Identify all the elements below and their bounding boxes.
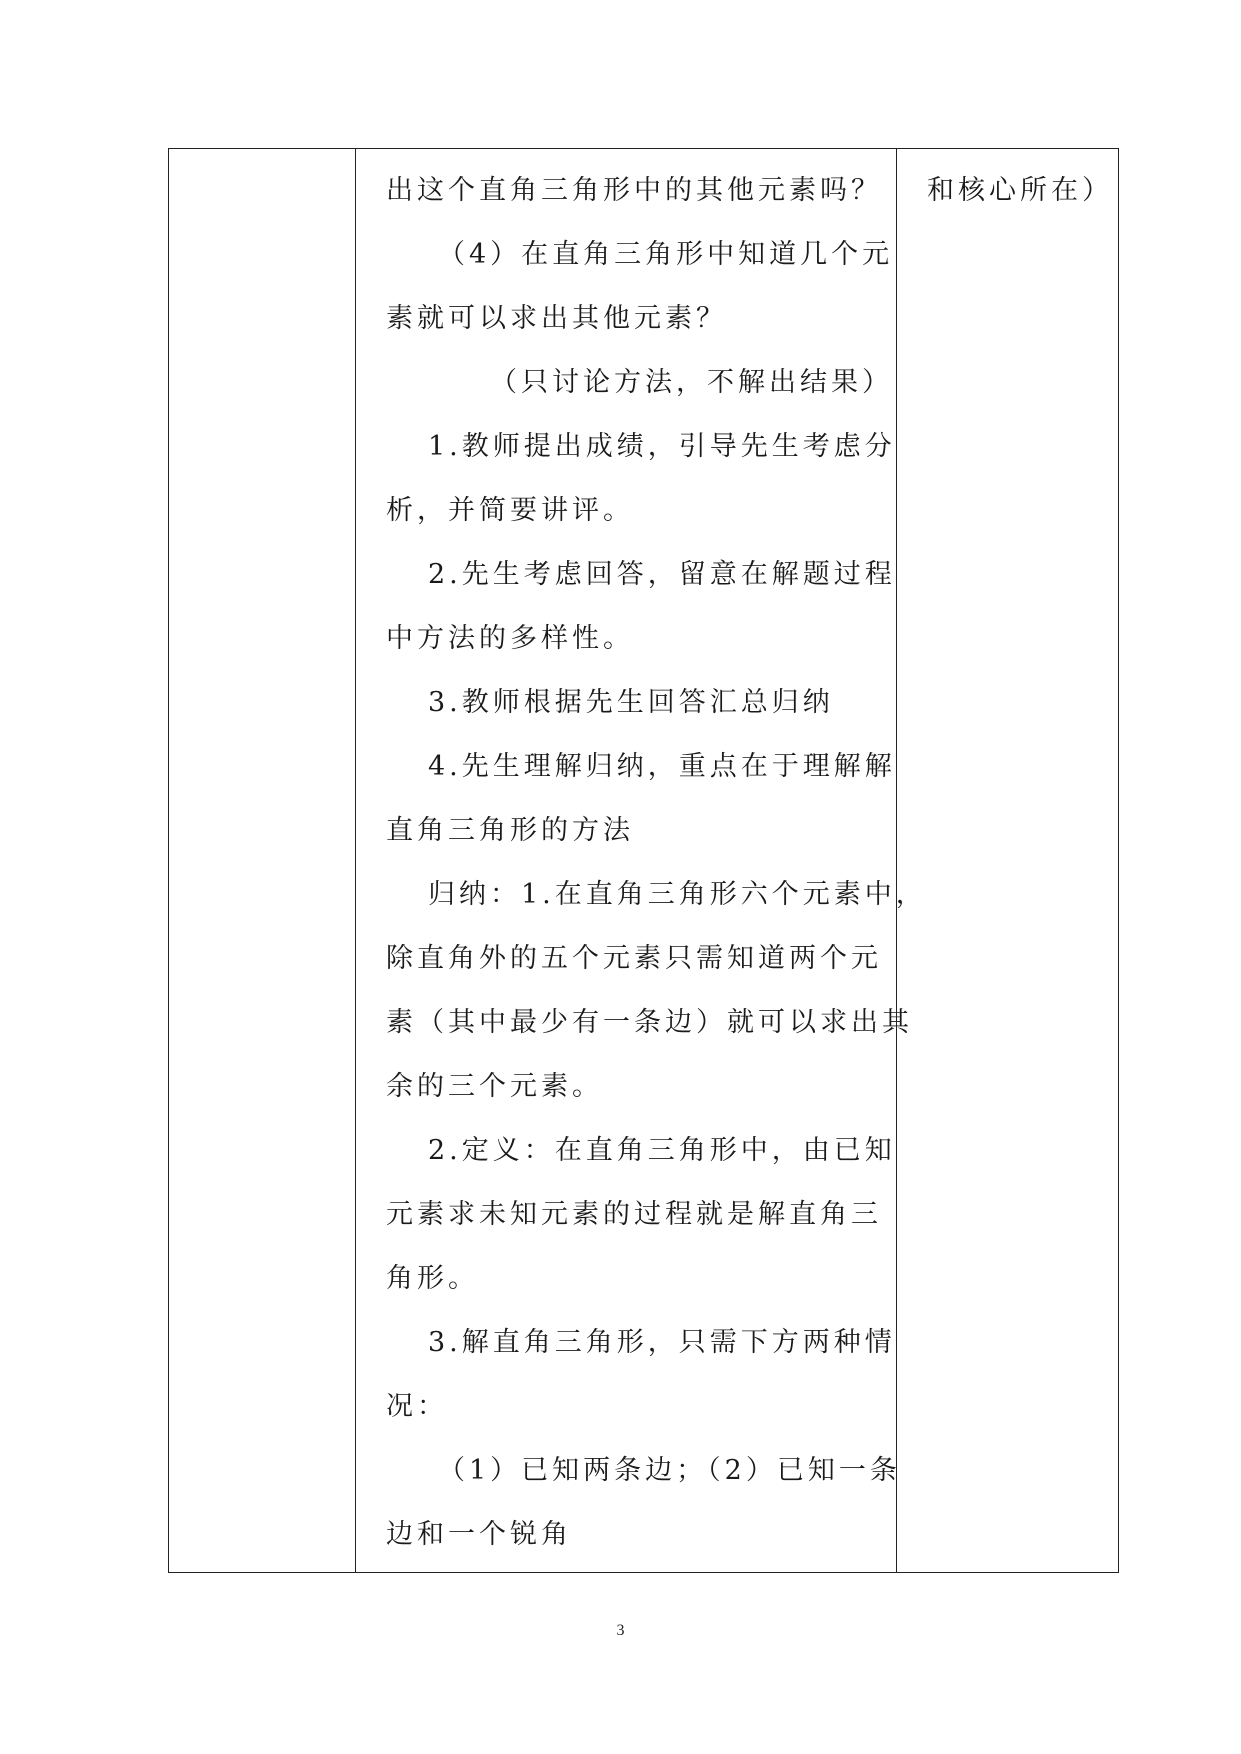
text-line: 况： [386, 1391, 448, 1422]
text-line: （只讨论方法，不解出结果） [490, 367, 893, 398]
text-line: （4）在直角三角形中知道几个元 [438, 239, 894, 270]
lesson-plan-table [168, 148, 1119, 1573]
text-line: 4.先生理解归纳，重点在于理解解 [428, 751, 896, 782]
text-line: 3.教师根据先生回答汇总归纳 [428, 687, 834, 718]
text-line: 除直角外的五个元素只需知道两个元 [386, 943, 882, 974]
text-line: 归纳：1.在直角三角形六个元素中， [428, 879, 927, 910]
text-line: 素就可以求出其他元素？ [386, 303, 727, 334]
text-line: 2.定义：在直角三角形中，由已知 [428, 1135, 896, 1166]
left-cell [169, 149, 356, 1573]
design-intent-text [897, 149, 1118, 223]
text-line: 1.教师提出成绩，引导先生考虑分 [428, 431, 896, 462]
page-number: 3 [616, 1622, 625, 1639]
activity-cell [356, 149, 927, 1573]
text-line: 素（其中最少有一条边）就可以求出其 [386, 1007, 913, 1038]
text-line: 余的三个元素。 [386, 1071, 603, 1102]
text-line: 元素求未知元素的过程就是解直角三 [386, 1199, 882, 1230]
text-line: 直角三角形的方法 [386, 815, 634, 846]
text-line: 中方法的多样性。 [386, 623, 634, 654]
table-row [169, 149, 1119, 1573]
text-line: 边和一个锐角 [386, 1519, 572, 1550]
text-line: 3.解直角三角形，只需下方两种情 [428, 1327, 896, 1358]
design-intent-cell [897, 149, 1119, 1573]
note-line: 和核心所在） [927, 175, 1113, 206]
text-line: 出这个直角三角形中的其他元素吗？ [386, 175, 882, 206]
text-line: （1）已知两条边；（2）已知一条 [438, 1455, 901, 1486]
text-line: 2.先生考虑回答，留意在解题过程 [428, 559, 896, 590]
activity-text [356, 149, 927, 1567]
text-line: 角形。 [386, 1263, 479, 1294]
text-line: 析，并简要讲评。 [386, 495, 634, 526]
left-cell-content [169, 149, 355, 159]
